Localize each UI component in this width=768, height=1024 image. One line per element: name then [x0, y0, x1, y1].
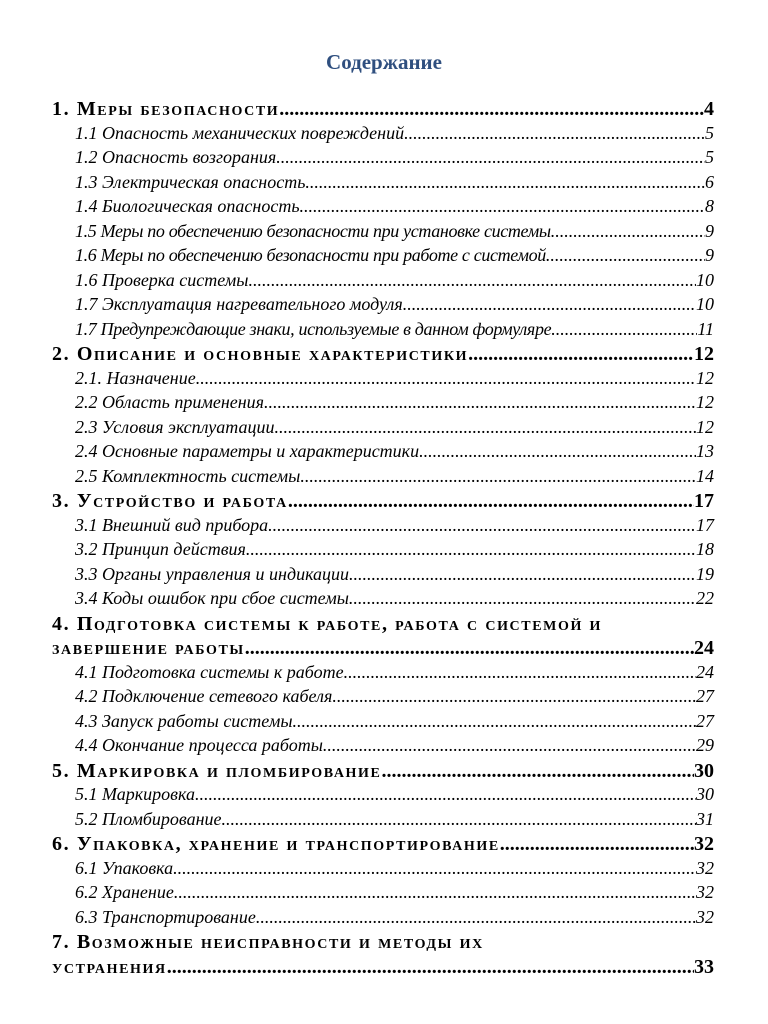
- toc-item-1-7b[interactable]: 1.7 Предупреждающие знаки, используемые в данном формуляре ..... 11: [52, 319, 714, 344]
- toc-page-number: 24: [694, 637, 714, 659]
- toc-section-4-line1[interactable]: 4. Подготовка системы к работе, работа с системой и: [52, 612, 603, 635]
- toc-page-number: 4: [704, 98, 714, 120]
- toc-item-1-6a[interactable]: 1.6 Меры по обеспечению безопасности при работе с системой ..... 9: [52, 245, 714, 270]
- toc-page-number: 19: [696, 563, 714, 584]
- toc-item-1-4[interactable]: 1.4 Биологическая опасность ..... 8: [52, 196, 714, 221]
- toc-item-1-6b[interactable]: 1.6 Проверка системы ..... 10: [52, 270, 714, 295]
- toc-page-number: 5: [705, 147, 714, 167]
- toc-section-4[interactable]: завершение работы ..... 24: [52, 637, 714, 662]
- page-title: Содержание: [326, 50, 442, 74]
- toc-page-number: 33: [694, 955, 714, 978]
- toc-item-6-3[interactable]: 6.3 Транспортирование ..... 32: [52, 907, 714, 932]
- toc-page-number: 27: [696, 710, 714, 731]
- toc-page-number: 30: [694, 759, 714, 782]
- toc-section-5[interactable]: 5. Маркировка и пломбирование ..... 30: [52, 760, 714, 785]
- toc-item-1-5[interactable]: 1.5 Меры по обеспечению безопасности при установке системы ..... 9: [52, 221, 714, 246]
- toc-item-4-4[interactable]: 4.4 Окончание процесса работы ..... 29: [52, 735, 714, 760]
- toc-section-2[interactable]: 2. Описание и основные характеристики ..... 12: [52, 343, 714, 368]
- toc-item-3-1[interactable]: 3.1 Внешний вид прибора ..... 17: [52, 515, 714, 540]
- toc-item-2-2[interactable]: 2.2 Область применения ..... 12: [52, 392, 714, 417]
- toc-page-number: 27: [696, 686, 714, 706]
- toc-item-3-2[interactable]: 3.2 Принцип действия ..... 18: [52, 539, 714, 564]
- toc-item-5-1[interactable]: 5.1 Маркировка ..... 30: [52, 784, 714, 809]
- toc-item-1-2[interactable]: 1.2 Опасность возгорания ..... 5: [52, 147, 714, 172]
- toc-item-4-2[interactable]: 4.2 Подключение сетевого кабеля ..... 27: [52, 686, 714, 711]
- toc-page-number: 10: [696, 294, 714, 314]
- toc-section-7-line1[interactable]: 7. Возможные неисправности и методы их: [52, 931, 484, 953]
- toc-page-number: 11: [697, 318, 714, 339]
- toc-page-number: 14: [696, 465, 714, 486]
- table-of-contents: [52, 98, 714, 980]
- toc-page-number: 6: [705, 171, 714, 192]
- toc-page-number: 12: [696, 416, 714, 437]
- toc-page-number: 22: [696, 588, 714, 608]
- toc-page-number: 32: [694, 833, 714, 855]
- toc-item-4-1[interactable]: 4.1 Подготовка системы к работе ..... 24: [52, 662, 714, 687]
- toc-page-number: 12: [694, 343, 714, 365]
- toc-page-number: 8: [705, 196, 714, 216]
- toc-item-1-3[interactable]: 1.3 Электрическая опасность ..... 6: [52, 172, 714, 197]
- toc-page-number: 10: [696, 269, 714, 290]
- toc-page-number: 18: [696, 539, 714, 559]
- toc-page-number: 31: [696, 808, 714, 829]
- toc-page-number: 9: [705, 220, 714, 241]
- toc-item-5-2[interactable]: 5.2 Пломбирование ..... 31: [52, 809, 714, 834]
- toc-page-number: 5: [705, 122, 714, 143]
- toc-item-1-7a[interactable]: 1.7 Эксплуатация нагревательного модуля ..... 10: [52, 294, 714, 319]
- toc-page-number: 9: [705, 245, 714, 265]
- toc-item-6-1[interactable]: 6.1 Упаковка ..... 32: [52, 858, 714, 883]
- toc-item-6-2[interactable]: 6.2 Хранение ..... 32: [52, 882, 714, 907]
- toc-item-2-5[interactable]: 2.5 Комплектность системы ..... 14: [52, 466, 714, 491]
- toc-page-number: 12: [696, 367, 714, 388]
- toc-item-4-3[interactable]: 4.3 Запуск работы системы ..... 27: [52, 711, 714, 736]
- toc-item-1-1[interactable]: 1.1 Опасность механических повреждений ..... 5: [52, 123, 714, 148]
- toc-section-7[interactable]: устранения ..... 33: [52, 956, 714, 981]
- toc-page-number: 32: [696, 857, 714, 878]
- toc-item-2-1[interactable]: 2.1. Назначение ..... 12: [52, 368, 714, 393]
- toc-page-number: 29: [696, 735, 714, 755]
- toc-section-1[interactable]: 1. Меры безопасности ..... 4: [52, 98, 714, 123]
- toc-page-number: 32: [696, 906, 714, 927]
- toc-page-number: 12: [696, 392, 714, 412]
- toc-item-3-4[interactable]: 3.4 Коды ошибок при сбое системы ..... 22: [52, 588, 714, 613]
- toc-page-number: 13: [696, 441, 714, 461]
- toc-page-number: 30: [696, 784, 714, 804]
- toc-item-2-4[interactable]: 2.4 Основные параметры и характеристики ..... 13: [52, 441, 714, 466]
- toc-item-2-3[interactable]: 2.3 Условия эксплуатации ..... 12: [52, 417, 714, 442]
- toc-page-number: 24: [696, 661, 714, 682]
- toc-page-number: 17: [694, 490, 714, 512]
- toc-item-3-3[interactable]: 3.3 Органы управления и индикации ..... 19: [52, 564, 714, 589]
- toc-section-6[interactable]: 6. Упаковка, хранение и транспортирование ..... 32: [52, 833, 714, 858]
- toc-section-3[interactable]: 3. Устройство и работа ..... 17: [52, 490, 714, 515]
- toc-page-number: 17: [696, 514, 714, 535]
- toc-page-number: 32: [696, 882, 714, 902]
